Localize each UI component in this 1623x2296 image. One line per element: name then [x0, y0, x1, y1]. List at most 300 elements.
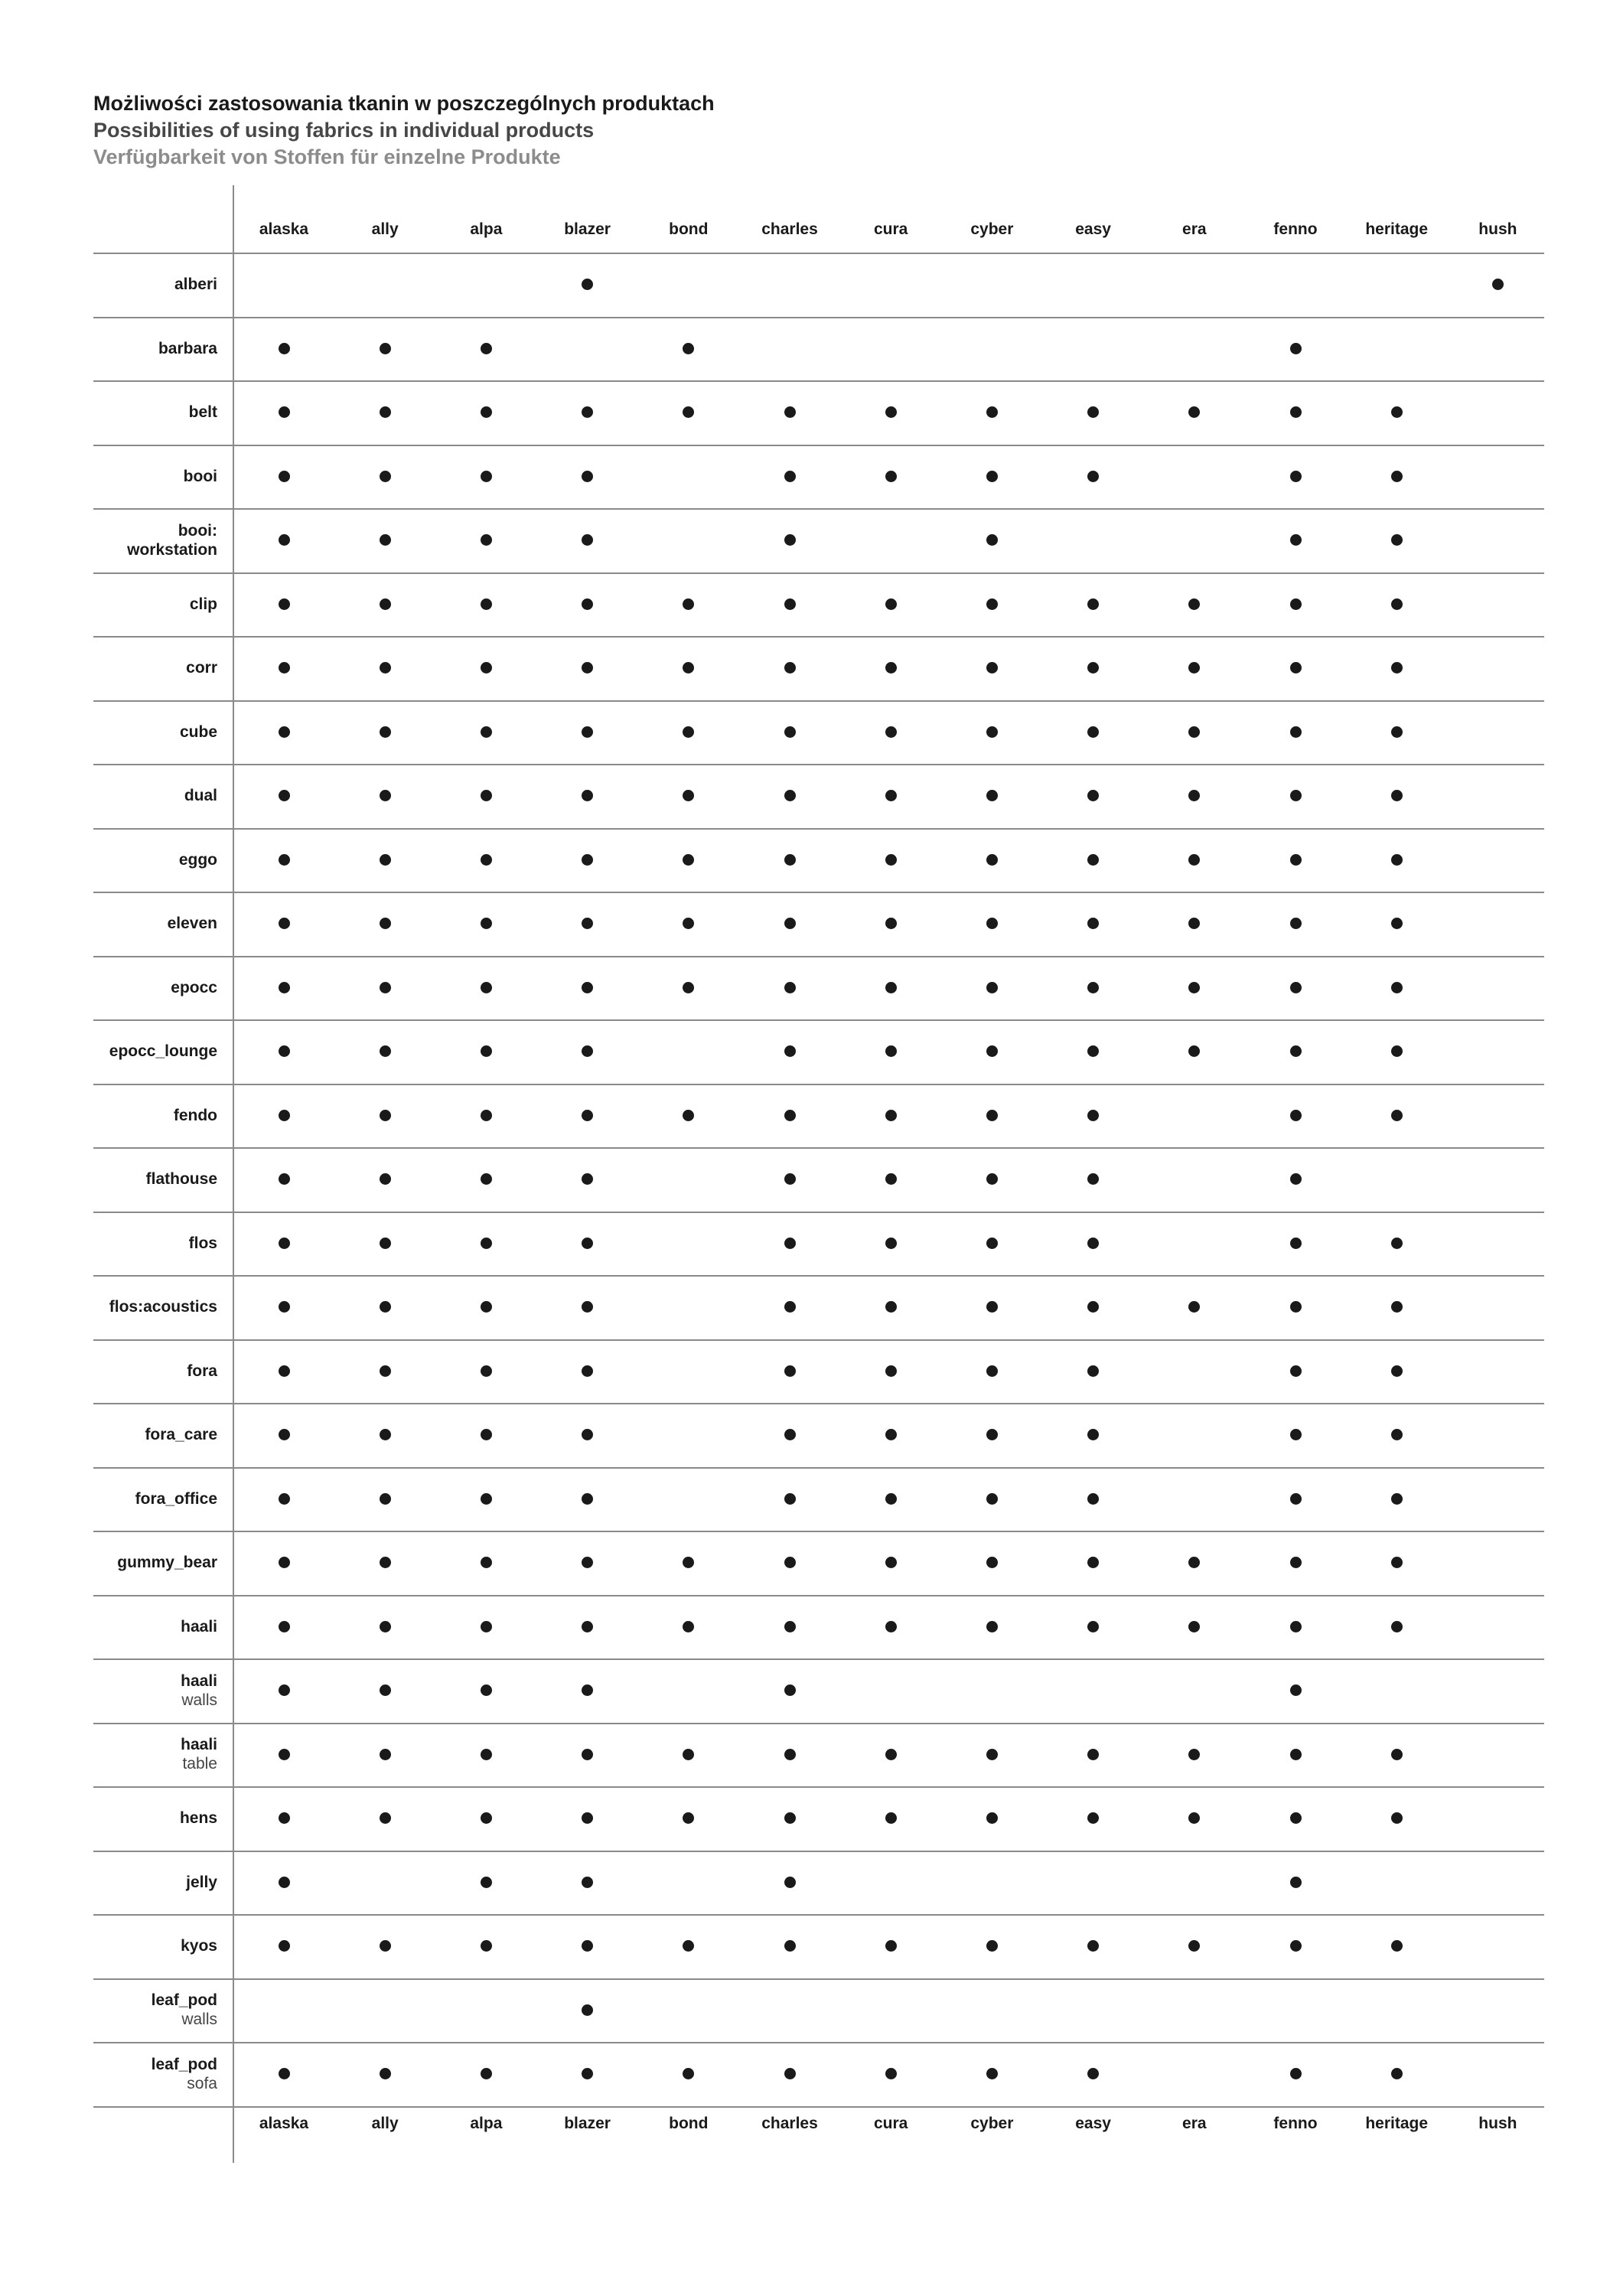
column-footer-hush: hush	[1478, 2115, 1517, 2132]
row-label-name: flathouse	[145, 1170, 217, 1189]
availability-dot	[481, 1877, 492, 1888]
availability-dot	[1188, 406, 1200, 418]
availability-dot	[885, 982, 897, 993]
availability-dot	[1188, 1301, 1200, 1313]
availability-dot	[784, 1877, 796, 1888]
availability-dot	[986, 598, 998, 610]
availability-dot	[481, 1301, 492, 1313]
availability-dot	[986, 1940, 998, 1952]
row-separator	[93, 1786, 1544, 1788]
availability-dot	[380, 1493, 391, 1505]
availability-dot	[784, 1812, 796, 1824]
availability-dot	[683, 1110, 694, 1121]
availability-dot	[582, 1173, 593, 1185]
availability-dot	[1391, 1429, 1403, 1440]
row-label	[93, 572, 217, 637]
availability-dot	[986, 1812, 998, 1824]
row-label	[93, 892, 217, 956]
availability-dot	[1290, 1812, 1302, 1824]
availability-dot	[1290, 471, 1302, 482]
row-separator	[93, 572, 1544, 574]
availability-dot	[1087, 2068, 1099, 2079]
availability-dot	[986, 726, 998, 738]
availability-dot	[481, 1940, 492, 1952]
availability-dot	[582, 534, 593, 546]
availability-dot	[1391, 534, 1403, 546]
row-label	[93, 828, 217, 892]
availability-dot	[683, 1557, 694, 1568]
availability-dot	[380, 1110, 391, 1121]
availability-dot	[683, 343, 694, 354]
availability-dot	[380, 790, 391, 801]
availability-dot	[582, 471, 593, 482]
availability-dot	[1391, 598, 1403, 610]
row-label-name: epocc	[171, 978, 217, 996]
row-label-name: alberi	[174, 276, 217, 294]
row-separator	[93, 1978, 1544, 1980]
availability-dot	[1290, 662, 1302, 673]
row-label-name: epocc_lounge	[109, 1042, 217, 1061]
availability-dot	[1290, 1684, 1302, 1696]
availability-dot	[885, 726, 897, 738]
title-polish: Możliwości zastosowania tkanin w poszczególnych produktach	[93, 92, 715, 115]
row-separator	[93, 2042, 1544, 2043]
availability-dot	[784, 406, 796, 418]
row-label-name: eggo	[178, 850, 217, 869]
availability-dot	[279, 1365, 290, 1377]
availability-dot	[784, 1365, 796, 1377]
row-label-name: barbara	[158, 339, 217, 357]
availability-dot	[683, 982, 694, 993]
availability-dot	[481, 1493, 492, 1505]
availability-dot	[1087, 982, 1099, 993]
row-label-name: haali	[181, 1736, 217, 1754]
availability-dot	[1290, 534, 1302, 546]
availability-dot	[784, 918, 796, 929]
availability-dot	[784, 534, 796, 546]
availability-dot	[582, 1749, 593, 1760]
availability-dot	[380, 534, 391, 546]
availability-dot	[784, 1238, 796, 1249]
row-label-name: booi:	[178, 521, 217, 540]
availability-dot	[1290, 1557, 1302, 1568]
availability-dot	[380, 2068, 391, 2079]
availability-dot	[1290, 982, 1302, 993]
availability-dot	[582, 1493, 593, 1505]
row-label	[93, 508, 217, 572]
row-label-name: belt	[188, 403, 217, 422]
row-label-name: dual	[184, 787, 217, 805]
row-label	[93, 253, 217, 317]
availability-dot	[784, 1621, 796, 1632]
availability-dot	[582, 1045, 593, 1057]
availability-dot	[380, 1812, 391, 1824]
availability-dot	[1087, 1110, 1099, 1121]
availability-dot	[481, 534, 492, 546]
availability-dot	[1290, 1173, 1302, 1185]
availability-dot	[279, 1621, 290, 1632]
availability-dot	[1391, 406, 1403, 418]
row-label	[93, 1147, 217, 1212]
availability-dot	[784, 1045, 796, 1057]
availability-dot	[582, 1940, 593, 1952]
availability-dot	[1290, 2068, 1302, 2079]
availability-dot	[683, 598, 694, 610]
row-separator	[93, 956, 1544, 957]
availability-dot	[380, 918, 391, 929]
availability-dot	[1290, 1749, 1302, 1760]
row-label	[93, 445, 217, 509]
availability-dot	[1290, 790, 1302, 801]
availability-dot	[481, 1238, 492, 1249]
availability-dot	[986, 2068, 998, 2079]
availability-dot	[380, 598, 391, 610]
availability-dot	[1188, 1940, 1200, 1952]
availability-dot	[380, 1684, 391, 1696]
availability-dot	[1290, 1045, 1302, 1057]
availability-dot	[986, 1173, 998, 1185]
availability-dot	[885, 1749, 897, 1760]
availability-dot	[1391, 1749, 1403, 1760]
row-label-name: jelly	[186, 1873, 217, 1891]
availability-dot	[380, 1173, 391, 1185]
row-label-name: fora_care	[145, 1426, 217, 1444]
availability-dot	[582, 1365, 593, 1377]
availability-dot	[986, 1365, 998, 1377]
row-label-sub: sofa	[187, 2074, 217, 2092]
row-label	[93, 1851, 217, 1915]
row-separator	[93, 1019, 1544, 1021]
row-label	[93, 1212, 217, 1276]
row-label-name: flos	[188, 1234, 217, 1252]
availability-dot	[885, 1301, 897, 1313]
availability-dot	[481, 1110, 492, 1121]
availability-dot	[1087, 1493, 1099, 1505]
availability-dot	[885, 1429, 897, 1440]
row-separator	[93, 317, 1544, 318]
column-footer-cyber: cyber	[970, 2115, 1014, 2132]
availability-dot	[481, 1429, 492, 1440]
row-label-name: clip	[189, 595, 217, 613]
availability-dot	[481, 854, 492, 866]
availability-dot	[481, 982, 492, 993]
row-label-name: booi	[183, 467, 217, 485]
availability-dot	[279, 1238, 290, 1249]
availability-dot	[885, 406, 897, 418]
availability-dot	[885, 598, 897, 610]
availability-dot	[683, 918, 694, 929]
availability-dot	[986, 1493, 998, 1505]
availability-dot	[1290, 1877, 1302, 1888]
availability-dot	[1188, 1045, 1200, 1057]
availability-dot	[279, 1812, 290, 1824]
row-label-name: eleven	[167, 915, 217, 933]
availability-dot	[1391, 1557, 1403, 1568]
availability-dot	[582, 2004, 593, 2016]
availability-dot	[1391, 2068, 1403, 2079]
availability-dot	[582, 1621, 593, 1632]
availability-dot	[582, 1684, 593, 1696]
row-separator	[93, 1275, 1544, 1277]
availability-dot	[279, 1301, 290, 1313]
availability-dot	[1290, 1365, 1302, 1377]
row-label-name: leaf_pod	[151, 2055, 217, 2073]
availability-dot	[1391, 854, 1403, 866]
column-footer-cura: cura	[874, 2115, 908, 2132]
availability-dot	[1188, 854, 1200, 866]
availability-dot	[1087, 598, 1099, 610]
row-label-name: leaf_pod	[151, 1991, 217, 2010]
availability-dot	[279, 598, 290, 610]
availability-dot	[784, 1301, 796, 1313]
availability-dot	[279, 1557, 290, 1568]
row-label-name: haali	[181, 1671, 217, 1690]
availability-dot	[279, 1684, 290, 1696]
availability-dot	[683, 406, 694, 418]
availability-dot	[279, 1045, 290, 1057]
title-english: Possibilities of using fabrics in individual products	[93, 119, 595, 142]
availability-dot	[582, 726, 593, 738]
column-header-cyber: cyber	[970, 220, 1014, 238]
availability-dot	[279, 343, 290, 354]
row-label	[93, 1595, 217, 1659]
column-header-blazer: blazer	[564, 220, 611, 238]
availability-dot	[784, 471, 796, 482]
availability-dot	[481, 1173, 492, 1185]
availability-dot	[1391, 726, 1403, 738]
row-label	[93, 1978, 217, 2043]
availability-dot	[481, 1812, 492, 1824]
availability-dot	[1087, 1173, 1099, 1185]
row-label-name: hens	[179, 1809, 217, 1828]
availability-dot	[1087, 918, 1099, 929]
row-label-name: fora	[187, 1362, 217, 1380]
availability-dot	[481, 918, 492, 929]
availability-dot	[1087, 406, 1099, 418]
availability-dot	[1188, 790, 1200, 801]
availability-dot	[683, 726, 694, 738]
availability-dot	[1391, 662, 1403, 673]
availability-dot	[279, 2068, 290, 2079]
row-label	[93, 2042, 217, 2106]
availability-dot	[784, 726, 796, 738]
availability-dot	[885, 1812, 897, 1824]
availability-dot	[279, 1493, 290, 1505]
availability-dot	[683, 2068, 694, 2079]
row-label	[93, 1275, 217, 1339]
availability-dot	[1391, 471, 1403, 482]
availability-dot	[380, 1940, 391, 1952]
row-separator	[93, 636, 1544, 638]
availability-dot	[582, 1110, 593, 1121]
availability-dot	[683, 1812, 694, 1824]
row-label	[93, 1403, 217, 1467]
availability-dot	[279, 534, 290, 546]
availability-dot	[885, 1110, 897, 1121]
availability-dot	[481, 1684, 492, 1696]
row-separator	[93, 828, 1544, 830]
availability-dot	[986, 534, 998, 546]
availability-dot	[582, 1877, 593, 1888]
availability-dot	[1290, 918, 1302, 929]
availability-dot	[1188, 598, 1200, 610]
availability-dot	[1087, 1621, 1099, 1632]
row-label	[93, 956, 217, 1020]
availability-dot	[885, 471, 897, 482]
column-header-fenno: fenno	[1273, 220, 1318, 238]
column-header-bond: bond	[669, 220, 709, 238]
row-separator	[93, 1723, 1544, 1724]
availability-dot	[986, 1045, 998, 1057]
availability-dot	[279, 790, 290, 801]
availability-dot	[1087, 854, 1099, 866]
availability-dot	[279, 471, 290, 482]
availability-dot	[380, 1621, 391, 1632]
availability-dot	[380, 1238, 391, 1249]
row-label	[93, 636, 217, 700]
row-separator	[93, 1147, 1544, 1149]
availability-dot	[784, 1110, 796, 1121]
availability-dot	[784, 1749, 796, 1760]
availability-dot	[986, 918, 998, 929]
availability-dot	[986, 982, 998, 993]
row-label	[93, 764, 217, 828]
availability-dot	[1087, 790, 1099, 801]
row-label-name: gummy_bear	[117, 1554, 217, 1572]
availability-dot	[1087, 1749, 1099, 1760]
availability-dot	[380, 1557, 391, 1568]
availability-dot	[481, 1365, 492, 1377]
column-header-alpa: alpa	[470, 220, 503, 238]
column-header-charles: charles	[761, 220, 818, 238]
row-label-name: fendo	[173, 1106, 217, 1124]
availability-dot	[986, 1110, 998, 1121]
availability-dot	[885, 854, 897, 866]
availability-dot	[986, 662, 998, 673]
row-separator	[93, 380, 1544, 382]
availability-dot	[1188, 918, 1200, 929]
availability-dot	[986, 471, 998, 482]
availability-dot	[582, 1301, 593, 1313]
availability-dot	[279, 406, 290, 418]
availability-dot	[784, 982, 796, 993]
row-separator	[93, 1658, 1544, 1660]
availability-dot	[1087, 662, 1099, 673]
availability-dot	[582, 598, 593, 610]
row-separator	[93, 1595, 1544, 1596]
row-label	[93, 1084, 217, 1148]
availability-dot	[885, 1173, 897, 1185]
availability-dot	[279, 1940, 290, 1952]
availability-dot	[582, 790, 593, 801]
availability-dot	[481, 406, 492, 418]
availability-dot	[380, 982, 391, 993]
availability-dot	[1391, 918, 1403, 929]
availability-dot	[986, 1749, 998, 1760]
row-label	[93, 1019, 217, 1084]
availability-dot	[481, 790, 492, 801]
row-separator	[93, 1851, 1544, 1852]
availability-dot	[582, 1429, 593, 1440]
column-header-cura: cura	[874, 220, 908, 238]
row-label-name: fora_office	[135, 1489, 217, 1508]
column-header-era: era	[1182, 220, 1207, 238]
availability-dot	[1290, 598, 1302, 610]
column-header-hush: hush	[1478, 220, 1517, 238]
availability-dot	[279, 726, 290, 738]
availability-dot	[279, 854, 290, 866]
availability-dot	[279, 1877, 290, 1888]
column-footer-heritage: heritage	[1365, 2115, 1429, 2132]
row-label	[93, 1339, 217, 1404]
availability-dot	[1391, 790, 1403, 801]
availability-dot	[1391, 982, 1403, 993]
row-separator	[93, 764, 1544, 765]
column-footer-bond: bond	[669, 2115, 709, 2132]
availability-dot	[683, 1749, 694, 1760]
availability-dot	[683, 1621, 694, 1632]
availability-dot	[279, 1173, 290, 1185]
availability-dot	[885, 1365, 897, 1377]
availability-dot	[1290, 1110, 1302, 1121]
availability-dot	[784, 662, 796, 673]
row-separator	[93, 1467, 1544, 1469]
availability-dot	[1087, 1238, 1099, 1249]
availability-dot	[582, 406, 593, 418]
availability-dot	[1188, 1749, 1200, 1760]
availability-dot	[1188, 726, 1200, 738]
availability-dot	[1087, 1557, 1099, 1568]
availability-dot	[1087, 1365, 1099, 1377]
availability-dot	[1391, 1045, 1403, 1057]
availability-dot	[582, 1238, 593, 1249]
availability-dot	[279, 1429, 290, 1440]
availability-dot	[582, 662, 593, 673]
column-footer-alaska: alaska	[259, 2115, 309, 2132]
availability-dot	[1087, 1429, 1099, 1440]
row-label	[93, 1467, 217, 1531]
availability-dot	[683, 790, 694, 801]
row-label-name: corr	[186, 659, 217, 677]
availability-dot	[1188, 1812, 1200, 1824]
availability-dot	[1087, 1812, 1099, 1824]
availability-dot	[1391, 1812, 1403, 1824]
availability-dot	[1290, 1301, 1302, 1313]
availability-dot	[885, 1557, 897, 1568]
availability-dot	[1391, 1365, 1403, 1377]
row-label-name: kyos	[181, 1937, 217, 1955]
availability-dot	[380, 471, 391, 482]
column-footer-charles: charles	[761, 2115, 818, 2132]
availability-dot	[1290, 343, 1302, 354]
availability-dot	[380, 1301, 391, 1313]
availability-dot	[1188, 662, 1200, 673]
row-separator	[93, 1403, 1544, 1404]
availability-dot	[380, 343, 391, 354]
availability-dot	[784, 2068, 796, 2079]
availability-dot	[1290, 1621, 1302, 1632]
availability-dot	[784, 1173, 796, 1185]
row-label-sub: walls	[181, 2011, 217, 2029]
availability-dot	[986, 790, 998, 801]
availability-dot	[1087, 726, 1099, 738]
availability-dot	[481, 598, 492, 610]
availability-dot	[1188, 982, 1200, 993]
availability-dot	[1290, 726, 1302, 738]
row-label-divider	[233, 185, 234, 2163]
availability-dot	[481, 1045, 492, 1057]
availability-dot	[1391, 1110, 1403, 1121]
